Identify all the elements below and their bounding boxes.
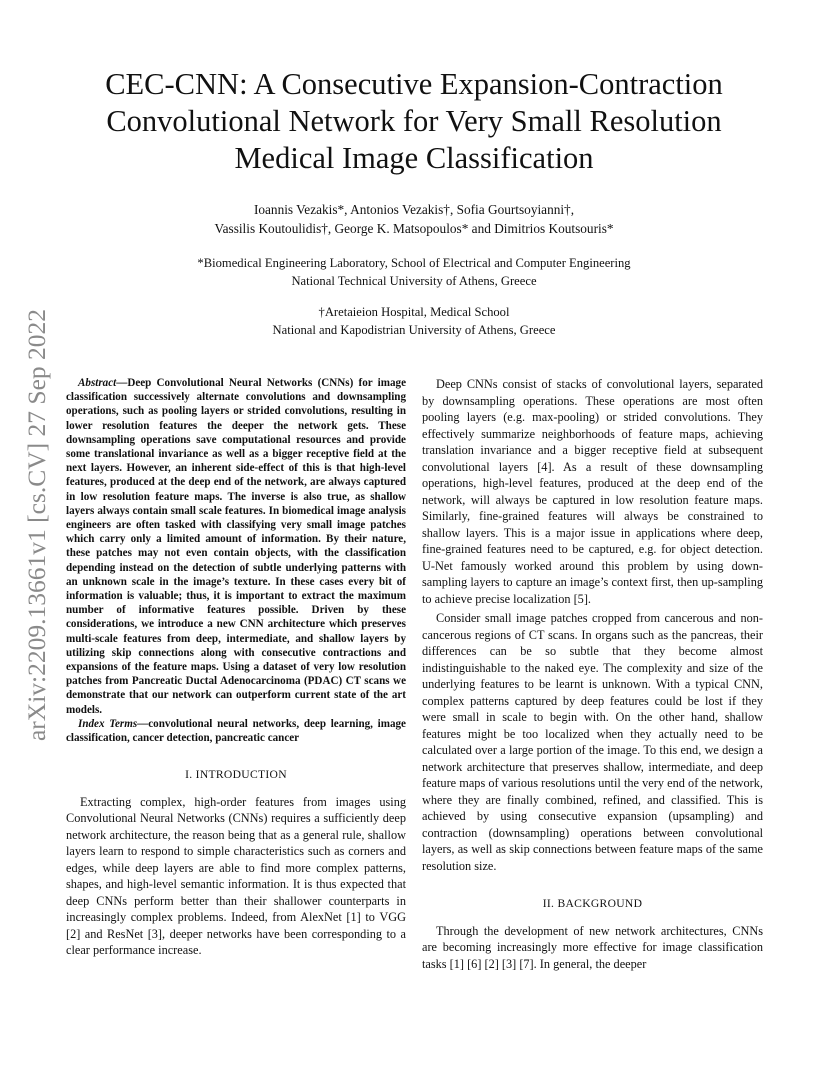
author-list	[120, 200, 708, 238]
intro-paragraph-2: Deep CNNs consist of stacks of convolutional layers, separated by downsampling operations. These operations are most often pooling layers (e.g. max-pooling) or strided convolutions. They effectively summarize neighborhoods of feature maps, achieving translation invariance and a bigger receptive field at subsequent convolutional layers [4]. As a result of these downsampling operations, high-level features, produced at the deep end of the network, will always be captured in low resolution feature maps. Similarly, fine-grained features will always be constrained to shallow layers. This is a major issue in applications where deep, fine-grained features need to be captured, e.g. for object detection. U-Net famously worked around this problem by using down-sampling layers to capture an image’s context first, then up-sampling to achieve precise localization [5].	[422, 377, 763, 606]
index-terms	[66, 717, 406, 745]
index-terms-lead: Index Terms	[78, 717, 138, 730]
author-line-1: Ioannis Vezakis*, Antonios Vezakis†, Sofia Gourtsoyianni†,	[253, 202, 575, 217]
index-terms-text: —convolutional neural networks, deep learning, image classification, cancer detection, pancreatic cancer	[66, 717, 406, 745]
paper-title: CEC-CNN: A Consecutive Expansion-Contraction Convolutional Network for Very Small Resolution Medical Image Classification	[105, 67, 723, 175]
affiliation-2-line-1: †Aretaieion Hospital, Medical School	[318, 305, 510, 319]
abstract-text: —Deep Convolutional Neural Networks (CNNs) for image classification successively alternate convolutions and downsampling operations, such as pooling layers or strided convolutions, resulting in lower resolution features the deeper the network gets. These downsampling operations save computational resources and provide some translational invariance as well as a bigger receptive field at the next layers. However, an inherent side-effect of this is that high-level features, produced at the deep end of the network, are always captured in low resolution feature maps. The inverse is also true, as shallow layers always contain small scale features. In biomedical image analysis engineers are often tasked with classifying very small image patches which carry only a limited amount of information. By their nature, these patches may not even contain objects, with the classification depending instead on the detection of subtle underlying patterns with an unknown scale in the image’s texture. In these cases every bit of information is valuable; thus, it is important to extract the maximum number of informative features possible. Driven by these considerations, we introduce a new CNN architecture which preserves multi-scale features from deep, intermediate, and shallow layers by utilizing skip connections along with consecutive contractions and expansions of the feature maps. Using a dataset of very low resolution patches from Pancreatic Ductal Adenocarcinoma (PDAC) CT scans we demonstrate that our network can outperform current state of the art models.	[66, 377, 406, 716]
author-line-2: Vassilis Koutoulidis†, George K. Matsopoulos* and Dimitrios Koutsouris*	[214, 221, 614, 236]
arxiv-stamp: arXiv:2209.13661v1 [cs.CV] 27 Sep 2022	[22, 308, 51, 742]
intro-paragraph-3: Consider small image patches cropped from cancerous and non-cancerous regions of CT scans. In organs such as the pancreas, their differences can be so subtle that they become almost indistinguishable to the naked eye. The complexity and size of the underlying features to be learnt is unknown. With a typical CNN, complex patterns captured by deep features could be lost if they were small in scale to begin with. On the other hand, shallow features might be too localized when they actually need to be calculated over a large portion of the image. To this end, we design a network architecture that preserves shallow, intermediate, and deep feature maps of various resolutions until the very end of the network, where they are finally combined, refined, and classified. This is achieved by using consecutive expansion (upsampling) and contraction (downsampling) operations between convolutional layers, as well as skip connections between feature maps of the same resolution size.	[422, 611, 763, 873]
left-column	[66, 376, 406, 959]
background-paragraph-1: Through the development of new network architectures, CNNs are becoming increasingly more effective for image classification tasks [1] [6] [2] [3] [7]. In general, the deeper	[422, 923, 763, 971]
right-column	[422, 376, 763, 972]
affiliation-2-line-2: National and Kapodistrian University of Athens, Greece	[272, 323, 556, 337]
abstract-lead: Abstract	[78, 377, 117, 389]
intro-paragraph-1: Extracting complex, high-order features from images using Convolutional Neural Networks (CNNs) requires a sufficiently deep network architecture, the reason being that as a general rule, shallow layers learn to respond to simple characteristics such as corners and edges, while deep layers are able to find more complex patterns, shapes, and high-level semantic information. It is thus expected that deep CNNs perform better than their shallower counterparts in increasingly complex problems. Indeed, from AlexNet [1] to VGG [2] and ResNet [3], deeper networks have been corresponding to a clear performance increase.	[66, 794, 406, 958]
affiliation-1	[120, 254, 708, 290]
affiliation-1-line-1: *Biomedical Engineering Laboratory, School of Electrical and Computer Engineering	[197, 256, 631, 270]
abstract	[66, 376, 406, 717]
affiliation-2	[120, 303, 708, 339]
affiliation-1-line-2: National Technical University of Athens, Greece	[291, 274, 537, 288]
section-heading-background: II. BACKGROUND	[542, 897, 643, 910]
section-heading-introduction: I. INTRODUCTION	[185, 768, 287, 782]
